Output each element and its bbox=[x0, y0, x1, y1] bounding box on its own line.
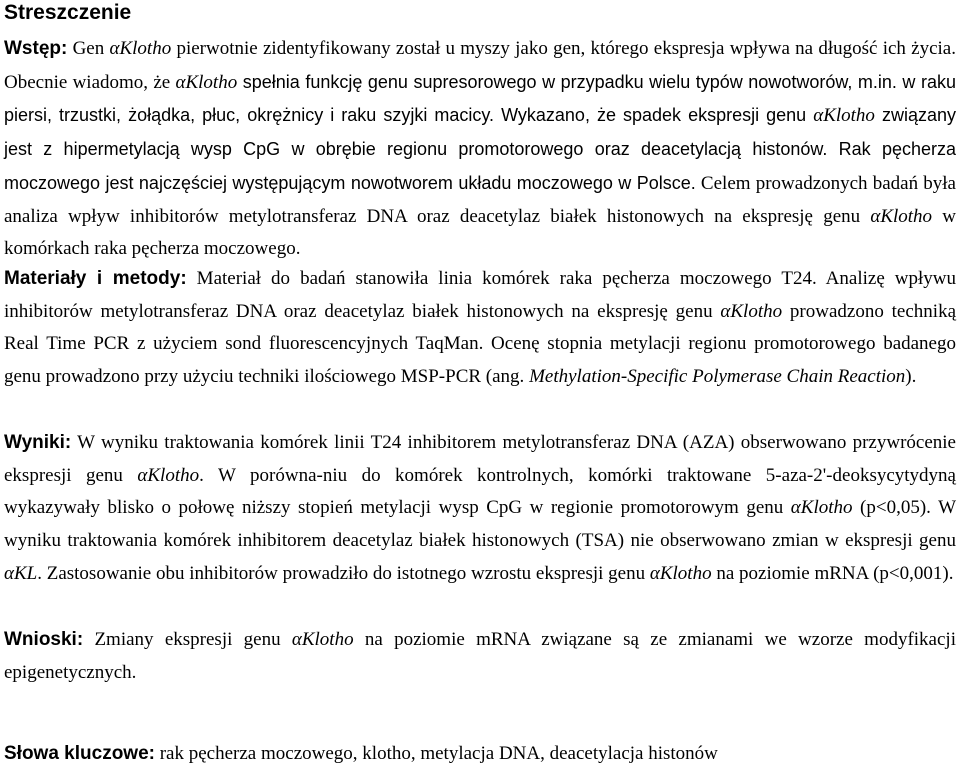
intro-text: Celem prowadzonych badań była analiza wpływ inhibitorów metylotransferaz DNA oraz deacetylaz białek histonowych na ekspresję genu bbox=[4, 172, 956, 227]
intro-paragraph bbox=[4, 33, 956, 266]
conclusions-text: na poziomie mRNA związane są ze zmianami we wzorze modyfikacji epigenetycznych. bbox=[4, 629, 956, 683]
abstract-heading: Streszczenie bbox=[4, 1, 132, 24]
results-text: (p<0,05). W wyniku traktowania komórek inhibitorem deacetylaz białek histonowych (TSA) nie obserwowano zmian w ekspresji genu bbox=[4, 497, 956, 552]
results-text: . W porówna-niu do komórek kontrolnych, komórki traktowane 5-aza-2'-deoksycytydyną wykazywały blisko o połowę niższy stopień metylacji wysp CpG w regionie promotorowym genu bbox=[4, 464, 956, 519]
intro-label: Wstęp: bbox=[4, 38, 68, 59]
conclusions-text: Zmiany ekspresji genu bbox=[83, 629, 292, 650]
gene-name: αKlotho bbox=[813, 105, 875, 127]
gene-name: αKlotho bbox=[870, 205, 933, 227]
gene-name: αKlotho bbox=[109, 38, 172, 59]
keywords-label: Słowa kluczowe: bbox=[4, 743, 155, 764]
gene-name: αKlotho bbox=[790, 497, 853, 519]
methods-text: prowadzono techniką Real Time PCR z użyciem sond fluorescencyjnych TaqMan. Ocenę stopnia metylacji regionu promotorowego badanego genu prowadzono przy użyciu techniki ilościowego MSP-PCR (ang. bbox=[4, 300, 957, 388]
methods-paragraph bbox=[4, 263, 956, 394]
results-text: . Zastosowanie obu inhibitorów prowadziło do istotnego wzrostu ekspresji genu bbox=[37, 562, 650, 584]
keywords-paragraph bbox=[4, 738, 956, 771]
conclusions-label: Wnioski: bbox=[4, 629, 84, 650]
results-text: na poziomie mRNA (p<0,001). bbox=[711, 562, 954, 584]
conclusions-paragraph bbox=[4, 624, 956, 689]
methods-text: Materiał do badań stanowiła linia komórek raka pęcherza moczowego T24. Analizę wpływu inhibitorów metylotransferaz DNA oraz deacetylaz białek histonowych na ekspresję genu bbox=[4, 268, 956, 322]
intro-text: Gen bbox=[67, 38, 110, 59]
intro-text-sans: związany jest z hipermetylacją wysp CpG w obrębie regionu promotorowego oraz deacetylacją histonów. Rak pęcherza moczowego jest najczęściej występującym nowotworem układu moczowego w Polsce. bbox=[4, 105, 956, 193]
gene-name: αKL bbox=[4, 562, 38, 584]
intro-text: w komórkach raka pęcherza moczowego. bbox=[4, 205, 956, 260]
intro-text-sans: spełnia funkcję genu supresorowego w przypadku wielu typów nowotworów, m.in. w raku piersi, trzustki, żołądka, płuc, okrężnicy i raku szyjki macicy. Wykazano, że spadek ekspresji genu bbox=[4, 71, 956, 126]
gene-name: αKlotho bbox=[175, 71, 238, 93]
gene-name: αKlotho bbox=[291, 629, 354, 650]
results-text: W wyniku traktowania komórek linii T24 inhibitorem metylotransferaz DNA (AZA) obserwowano przywrócenie ekspresji genu bbox=[4, 432, 956, 486]
intro-text: pierwotnie zidentyfikowany został u myszy jako gen, którego ekspresja wpływa na długość ich życia. Obecnie wiadomo, że bbox=[4, 38, 956, 93]
gene-name: αKlotho bbox=[720, 300, 783, 322]
results-paragraph bbox=[4, 427, 956, 591]
methods-text: ). bbox=[905, 366, 917, 388]
keywords-text: rak pęcherza moczowego, klotho, metylacja DNA, deacetylacja histonów bbox=[154, 743, 718, 764]
gene-name: αKlotho bbox=[137, 464, 200, 486]
methods-label: Materiały i metody: bbox=[4, 268, 187, 289]
gene-name: αKlotho bbox=[649, 562, 712, 584]
results-label: Wyniki: bbox=[4, 432, 72, 453]
method-term: Methylation-Specific Polymerase Chain Reaction bbox=[529, 366, 906, 388]
